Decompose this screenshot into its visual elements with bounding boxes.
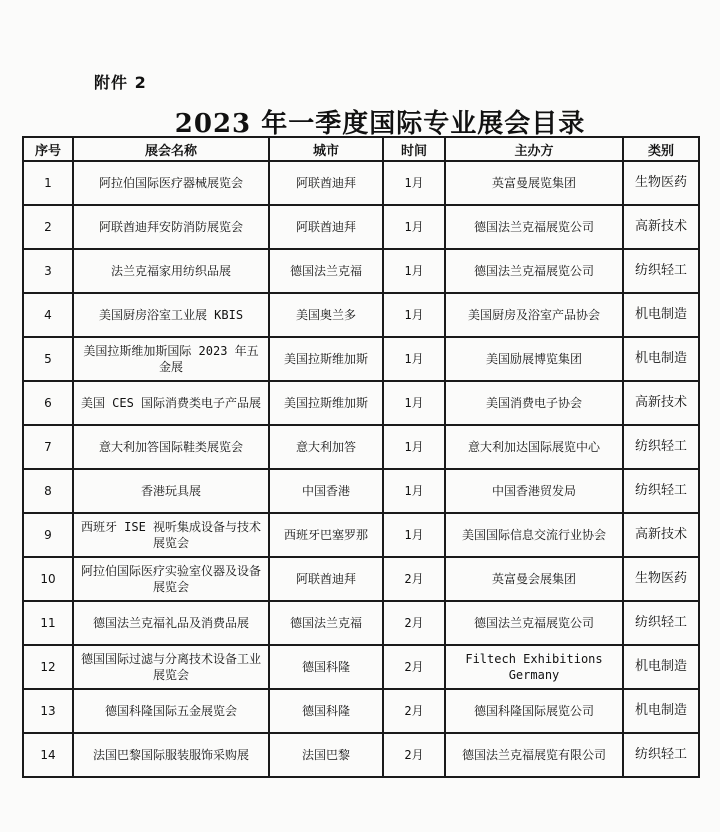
header-name: 展会名称 (73, 137, 269, 161)
table-row (23, 557, 699, 601)
cell-organizer: 美国励展博览集团 (445, 337, 623, 381)
cell-seq: 9 (23, 513, 73, 557)
cell-organizer: 美国消费电子协会 (445, 381, 623, 425)
cell-category: 生物医药 (623, 161, 699, 205)
cell-time: 1月 (383, 469, 445, 513)
cell-time: 2月 (383, 557, 445, 601)
exhibition-table (22, 136, 700, 778)
cell-city: 美国拉斯维加斯 (269, 381, 383, 425)
cell-exhibition-name: 德国法兰克福礼品及消费品展 (73, 601, 269, 645)
cell-organizer: 德国科隆国际展览公司 (445, 689, 623, 733)
table-row (23, 293, 699, 337)
cell-time: 1月 (383, 337, 445, 381)
cell-exhibition-name: 德国科隆国际五金展览会 (73, 689, 269, 733)
cell-seq: 6 (23, 381, 73, 425)
cell-city: 美国拉斯维加斯 (269, 337, 383, 381)
cell-organizer: 美国国际信息交流行业协会 (445, 513, 623, 557)
cell-exhibition-name: 阿联酋迪拜安防消防展览会 (73, 205, 269, 249)
table-row (23, 161, 699, 205)
header-organizer: 主办方 (445, 137, 623, 161)
cell-category: 生物医药 (623, 557, 699, 601)
cell-organizer: 德国法兰克福展览公司 (445, 205, 623, 249)
table-row (23, 381, 699, 425)
cell-city: 阿联酋迪拜 (269, 161, 383, 205)
cell-category: 纺织轻工 (623, 469, 699, 513)
cell-category: 纺织轻工 (623, 733, 699, 777)
cell-category: 机电制造 (623, 293, 699, 337)
cell-category: 纺织轻工 (623, 249, 699, 293)
cell-time: 2月 (383, 601, 445, 645)
cell-category: 高新技术 (623, 205, 699, 249)
cell-seq: 1 (23, 161, 73, 205)
cell-city: 法国巴黎 (269, 733, 383, 777)
cell-organizer: 德国法兰克福展览公司 (445, 249, 623, 293)
attachment-label: 附件 2 (94, 73, 147, 92)
table-row (23, 425, 699, 469)
cell-category: 机电制造 (623, 645, 699, 689)
cell-seq: 11 (23, 601, 73, 645)
cell-category: 机电制造 (623, 337, 699, 381)
table-row (23, 601, 699, 645)
cell-seq: 10 (23, 557, 73, 601)
header-time: 时间 (383, 137, 445, 161)
table-row (23, 513, 699, 557)
table-body (23, 161, 699, 777)
cell-organizer: Filtech Exhibitions Germany (445, 645, 623, 689)
cell-seq: 2 (23, 205, 73, 249)
cell-exhibition-name: 美国 CES 国际消费类电子产品展 (73, 381, 269, 425)
cell-city: 德国科隆 (269, 689, 383, 733)
cell-organizer: 英富曼展览集团 (445, 161, 623, 205)
cell-organizer: 德国法兰克福展览有限公司 (445, 733, 623, 777)
cell-seq: 8 (23, 469, 73, 513)
cell-city: 德国法兰克福 (269, 249, 383, 293)
cell-time: 2月 (383, 689, 445, 733)
cell-city: 意大利加答 (269, 425, 383, 469)
cell-exhibition-name: 法国巴黎国际服装服饰采购展 (73, 733, 269, 777)
cell-category: 高新技术 (623, 381, 699, 425)
header-city: 城市 (269, 137, 383, 161)
cell-city: 阿联酋迪拜 (269, 557, 383, 601)
cell-exhibition-name: 美国拉斯维加斯国际 2023 年五金展 (73, 337, 269, 381)
cell-city: 德国科隆 (269, 645, 383, 689)
table-row (23, 249, 699, 293)
cell-city: 西班牙巴塞罗那 (269, 513, 383, 557)
cell-time: 2月 (383, 645, 445, 689)
table-row (23, 689, 699, 733)
cell-category: 纺织轻工 (623, 601, 699, 645)
table-row (23, 205, 699, 249)
cell-exhibition-name: 阿拉伯国际医疗器械展览会 (73, 161, 269, 205)
table-row (23, 337, 699, 381)
cell-seq: 12 (23, 645, 73, 689)
cell-time: 1月 (383, 425, 445, 469)
cell-time: 1月 (383, 161, 445, 205)
table-row (23, 733, 699, 777)
cell-time: 1月 (383, 381, 445, 425)
cell-time: 1月 (383, 513, 445, 557)
cell-seq: 13 (23, 689, 73, 733)
header-category: 类别 (623, 137, 699, 161)
page-title: 2023 年一季度国际专业展会目录 (174, 109, 586, 139)
cell-city: 德国法兰克福 (269, 601, 383, 645)
cell-organizer: 中国香港贸发局 (445, 469, 623, 513)
cell-seq: 4 (23, 293, 73, 337)
cell-time: 2月 (383, 733, 445, 777)
cell-exhibition-name: 法兰克福家用纺织品展 (73, 249, 269, 293)
cell-city: 美国奥兰多 (269, 293, 383, 337)
cell-exhibition-name: 香港玩具展 (73, 469, 269, 513)
cell-seq: 7 (23, 425, 73, 469)
cell-exhibition-name: 西班牙 ISE 视听集成设备与技术展览会 (73, 513, 269, 557)
cell-seq: 3 (23, 249, 73, 293)
cell-organizer: 德国法兰克福展览公司 (445, 601, 623, 645)
cell-time: 1月 (383, 249, 445, 293)
table-header-row (23, 137, 699, 161)
cell-organizer: 英富曼会展集团 (445, 557, 623, 601)
cell-seq: 14 (23, 733, 73, 777)
cell-organizer: 美国厨房及浴室产品协会 (445, 293, 623, 337)
cell-exhibition-name: 阿拉伯国际医疗实验室仪器及设备展览会 (73, 557, 269, 601)
cell-city: 阿联酋迪拜 (269, 205, 383, 249)
cell-category: 高新技术 (623, 513, 699, 557)
cell-time: 1月 (383, 205, 445, 249)
cell-city: 中国香港 (269, 469, 383, 513)
cell-exhibition-name: 意大利加答国际鞋类展览会 (73, 425, 269, 469)
cell-seq: 5 (23, 337, 73, 381)
cell-category: 纺织轻工 (623, 425, 699, 469)
cell-exhibition-name: 德国国际过滤与分离技术设备工业展览会 (73, 645, 269, 689)
cell-exhibition-name: 美国厨房浴室工业展 KBIS (73, 293, 269, 337)
table-row (23, 469, 699, 513)
cell-organizer: 意大利加达国际展览中心 (445, 425, 623, 469)
cell-time: 1月 (383, 293, 445, 337)
header-seq: 序号 (23, 137, 73, 161)
cell-category: 机电制造 (623, 689, 699, 733)
table-row (23, 645, 699, 689)
